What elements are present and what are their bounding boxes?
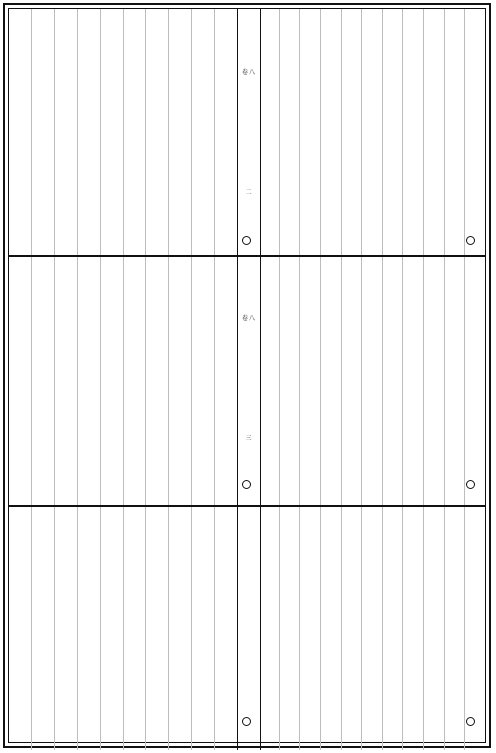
text-column — [145, 507, 168, 750]
half-page-left-bottom — [9, 507, 237, 750]
text-column — [402, 9, 423, 255]
text-column — [54, 9, 77, 255]
text-column — [464, 507, 485, 750]
text-column — [299, 507, 320, 750]
text-column — [31, 257, 54, 507]
text-column — [423, 257, 444, 507]
text-column — [168, 257, 191, 507]
half-page-right-bottom — [259, 507, 485, 750]
text-column — [320, 9, 341, 255]
text-column — [123, 9, 146, 255]
text-column — [191, 257, 214, 507]
punctuation-circle — [242, 717, 251, 726]
text-column — [259, 507, 279, 750]
fold-column-middle — [237, 257, 261, 507]
text-column — [9, 9, 31, 255]
text-column — [279, 9, 300, 255]
text-column — [464, 9, 485, 255]
text-column — [279, 507, 300, 750]
text-column — [100, 507, 123, 750]
text-column — [145, 9, 168, 255]
text-column — [402, 507, 423, 750]
punctuation-circle — [242, 236, 251, 245]
text-column — [100, 9, 123, 255]
text-column — [191, 507, 214, 750]
text-columns — [9, 9, 237, 255]
text-column — [361, 9, 382, 255]
half-page-right-middle — [259, 257, 485, 507]
text-column — [145, 257, 168, 507]
fold-mark: 二 — [245, 189, 253, 196]
text-column — [320, 257, 341, 507]
text-columns — [259, 257, 485, 507]
text-column — [382, 257, 403, 507]
text-column — [100, 257, 123, 507]
text-column — [423, 507, 444, 750]
text-column — [77, 257, 100, 507]
text-column — [214, 257, 237, 507]
punctuation-circle — [466, 717, 475, 726]
text-column — [341, 507, 362, 750]
text-column — [382, 507, 403, 750]
half-page-left-top — [9, 9, 237, 255]
text-column — [214, 9, 237, 255]
fold-column-top — [237, 9, 261, 255]
text-column — [341, 9, 362, 255]
text-column — [299, 9, 320, 255]
text-column — [168, 9, 191, 255]
text-columns — [259, 507, 485, 750]
text-column — [31, 9, 54, 255]
text-column — [123, 507, 146, 750]
punctuation-circle — [466, 236, 475, 245]
text-columns — [9, 257, 237, 507]
text-column — [361, 257, 382, 507]
text-column — [299, 257, 320, 507]
text-column — [168, 507, 191, 750]
text-column — [341, 257, 362, 507]
text-column — [214, 507, 237, 750]
half-page-right-top — [259, 9, 485, 255]
text-column — [9, 507, 31, 750]
text-column — [279, 257, 300, 507]
text-column — [77, 507, 100, 750]
text-column — [259, 257, 279, 507]
text-column — [31, 507, 54, 750]
punctuation-circle — [242, 480, 251, 489]
text-column — [382, 9, 403, 255]
text-column — [123, 257, 146, 507]
text-column — [320, 507, 341, 750]
inner-frame — [8, 8, 486, 743]
text-column — [9, 257, 31, 507]
register-top — [9, 9, 485, 255]
text-columns — [9, 507, 237, 750]
fold-column-bottom — [237, 507, 261, 750]
text-column — [444, 257, 465, 507]
text-column — [54, 257, 77, 507]
text-column — [464, 257, 485, 507]
text-column — [54, 507, 77, 750]
text-column — [444, 507, 465, 750]
text-column — [423, 9, 444, 255]
fold-mark: 卷八 — [241, 315, 256, 322]
text-column — [191, 9, 214, 255]
punctuation-circle — [466, 480, 475, 489]
text-columns — [259, 9, 485, 255]
fold-mark: 三 — [245, 435, 253, 442]
half-page-left-middle — [9, 257, 237, 507]
text-column — [259, 9, 279, 255]
text-column — [361, 507, 382, 750]
text-column — [77, 9, 100, 255]
text-column — [444, 9, 465, 255]
register-middle — [9, 255, 485, 507]
text-column — [402, 257, 423, 507]
register-bottom — [9, 505, 485, 750]
fold-mark: 卷八 — [241, 69, 256, 76]
book-sheet — [3, 3, 491, 748]
